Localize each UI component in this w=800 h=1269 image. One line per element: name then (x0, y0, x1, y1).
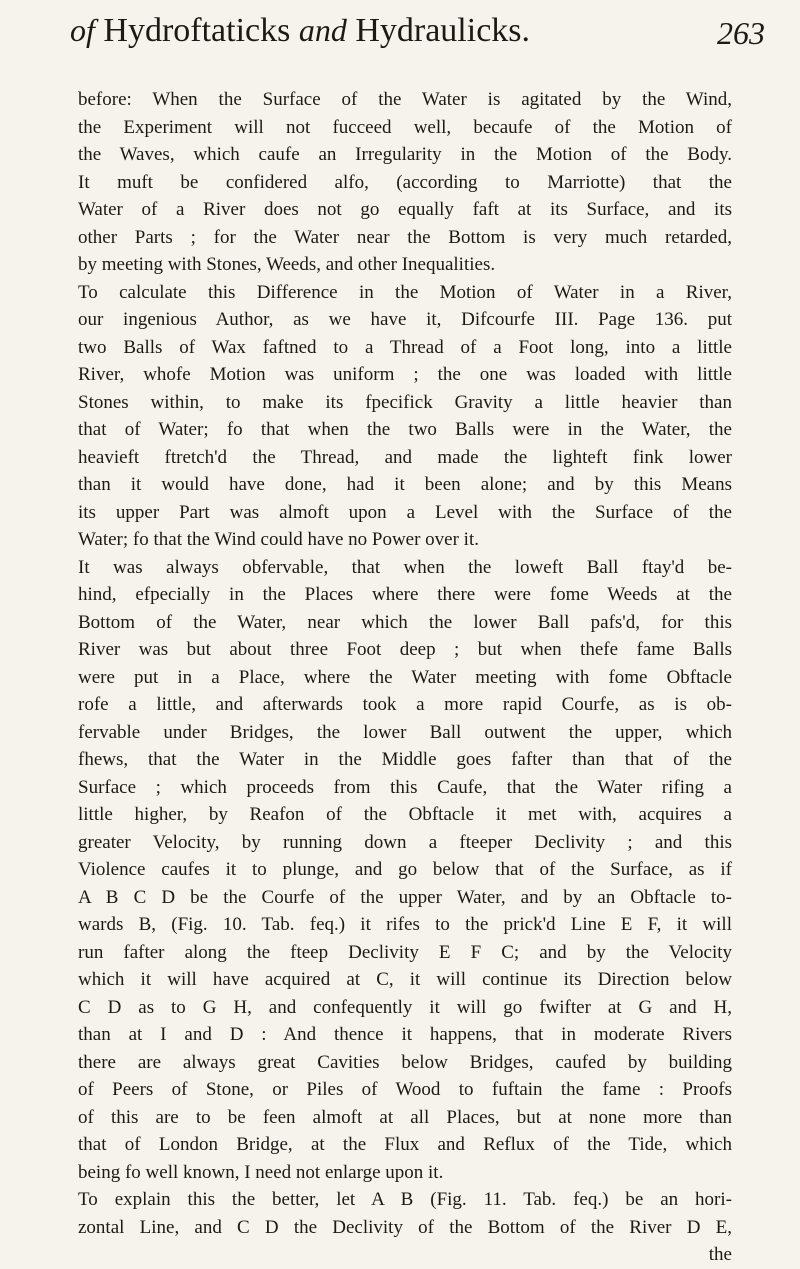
text-line: which it will have acquired at C, it will continue its Direction below (78, 969, 732, 990)
text-line: C D as to G H, and confequently it will go fwifter at G and H, (78, 996, 732, 1018)
text-line: It muft be confidered alfo, (according to Marriotte) that the (78, 171, 732, 193)
running-head (70, 12, 530, 50)
text-line: the Experiment will not fucceed well, becaufe of the Motion of (78, 116, 732, 138)
running-head-main-1: Hydroftaticks (103, 12, 291, 49)
text-line: It was always obfervable, that when the loweft Ball ftay'd be- (78, 556, 732, 578)
text-line: To explain this the better, let A B (Fig. 11. Tab. feq.) be an hori- (78, 1189, 732, 1210)
text-line: Stones within, to make its fpecifick Gravity a little heavier than (78, 391, 732, 413)
text-line: were put in a Place, where the Water meeting with fome Obftacle (78, 666, 732, 688)
text-line: hind, efpecially in the Places where there were fome Weeds at the (78, 584, 732, 605)
text-line: the Waves, which caufe an Irregularity in the Motion of the Body. (78, 144, 732, 165)
text-line: by meeting with Stones, Weeds, and other Inequalities. (78, 254, 496, 275)
text-line: two Balls of Wax faftned to a Thread of a Foot long, into a little (78, 336, 732, 358)
text-line: than it would have done, had it been alone; and by this Means (78, 474, 732, 495)
page-number: 263 (717, 15, 765, 51)
text-line: River was but about three Foot deep ; but when thefe fame Balls (78, 639, 732, 660)
text-line: there are always great Cavities below Bridges, caufed by building (78, 1051, 732, 1073)
text-line: than at I and D : And thence it happens, that in moderate Rivers (78, 1024, 732, 1045)
catchword: the (708, 1244, 732, 1265)
text-line: our ingenious Author, as we have it, Difcourfe III. Page 136. put (78, 309, 732, 330)
text-line: Water; fo that the Wind could have no Power over it. (78, 529, 479, 550)
text-line: rofe a little, and afterwards took a more rapid Courfe, as is ob- (78, 694, 732, 715)
page-header (0, 12, 800, 72)
text-line: of this are to be feen almoft at all Places, but at none more than (78, 1106, 732, 1128)
text-line: other Parts ; for the Water near the Bottom is very much retarded, (78, 226, 732, 248)
body-text (78, 86, 732, 1269)
text-line: Water of a River does not go equally faft at its Surface, and its (78, 199, 732, 220)
text-line: fervable under Bridges, the lower Ball outwent the upper, which (78, 721, 732, 743)
text-line: its upper Part was almoft upon a Level with the Surface of the (78, 501, 732, 523)
text-line: little higher, by Reafon of the Obftacle it met with, acquires a (78, 804, 732, 825)
text-line: A B C D be the Courfe of the upper Water, and by an Obftacle to- (78, 886, 732, 908)
running-head-prefix: of (70, 12, 95, 48)
text-line: being fo well known, I need not enlarge upon it. (78, 1161, 444, 1183)
text-line: Violence caufes it to plunge, and go below that of the Surface, as if (78, 859, 732, 880)
text-line: To calculate this Difference in the Motion of Water in a River, (78, 281, 732, 303)
text-line: zontal Line, and C D the Declivity of the Bottom of the River D E, (78, 1216, 732, 1238)
text-line: Surface ; which proceeds from this Caufe, that the Water rifing a (78, 776, 732, 798)
text-line: greater Velocity, by running down a fteeper Declivity ; and this (78, 831, 732, 853)
text-line: of Peers of Stone, or Piles of Wood to fuftain the fame : Proofs (78, 1079, 732, 1100)
text-line: that of London Bridge, at the Flux and Reflux of the Tide, which (78, 1134, 732, 1155)
text-line: run fafter along the fteep Declivity E F C; and by the Velocity (78, 941, 732, 963)
text-line: Bottom of the Water, near which the lower Ball pafs'd, for this (78, 611, 732, 633)
text-line: fhews, that the Water in the Middle goes fafter than that of the (78, 749, 732, 770)
running-head-main-2: Hydraulicks. (355, 12, 531, 49)
text-line: River, whofe Motion was uniform ; the one was loaded with little (78, 364, 732, 385)
text-line: wards B, (Fig. 10. Tab. feq.) it rifes to the prick'd Line E F, it will (78, 914, 732, 935)
running-head-and: and (298, 12, 347, 48)
text-line: before: When the Surface of the Water is agitated by the Wind, (78, 89, 732, 110)
text-line: that of Water; fo that when the two Balls were in the Water, the (78, 419, 732, 440)
text-line: heavieft ftretch'd the Thread, and made the lighteft fink lower (78, 446, 732, 468)
